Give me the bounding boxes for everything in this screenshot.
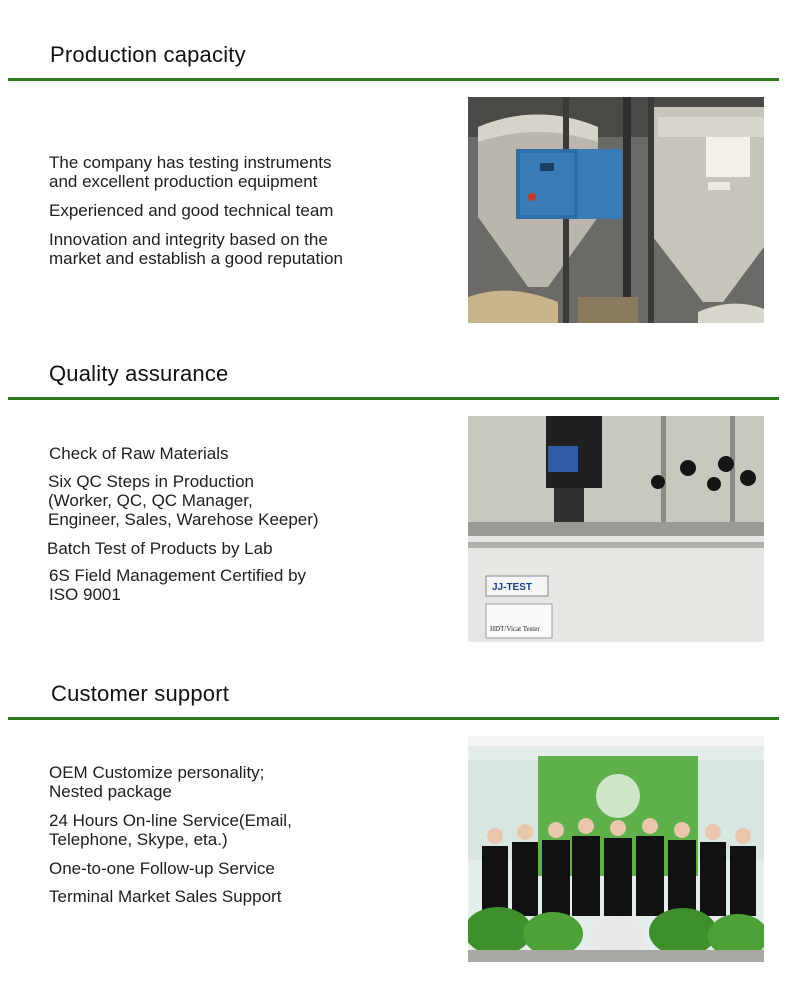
section-quality-assurance <box>0 319 790 639</box>
divider <box>8 717 779 720</box>
brand-label: JJ-TEST <box>492 582 533 593</box>
section-title: Production capacity <box>50 42 246 67</box>
text-block <box>49 153 429 278</box>
divider <box>8 78 779 81</box>
section-title: Quality assurance <box>49 361 229 386</box>
tester-label: HDT/Vicat Tester <box>490 625 540 633</box>
paragraph: One-to-one Follow-up Service <box>49 859 275 878</box>
production-equipment-photo <box>468 97 764 323</box>
paragraph: Innovation and integrity based on the market and establish a good reputation <box>49 230 343 268</box>
section-title: Customer support <box>51 681 230 706</box>
section-customer-support <box>0 639 790 959</box>
paragraph: Terminal Market Sales Support <box>49 887 282 906</box>
paragraph: Experienced and good technical team <box>49 201 334 220</box>
paragraph: Batch Test of Products by Lab <box>47 539 273 558</box>
paragraph: Check of Raw Materials <box>49 444 229 463</box>
text-block <box>49 763 429 916</box>
section-production-capacity <box>0 0 790 320</box>
paragraph: The company has testing instruments and excellent production equipment <box>49 153 332 191</box>
text-block <box>49 444 429 614</box>
paragraph: Six QC Steps in Production (Worker, QC, QC Manager, Engineer, Sales, Warehose Keeper) <box>48 472 319 529</box>
hdt-vicat-tester-photo <box>468 416 764 642</box>
paragraph: 24 Hours On-line Service(Email, Telephone, Skype, eta.) <box>49 811 292 849</box>
divider <box>8 397 779 400</box>
paragraph: 6S Field Management Certified by ISO 9001 <box>49 566 307 604</box>
customer-service-team-photo <box>468 736 764 962</box>
paragraph: OEM Customize personality; Nested package <box>49 763 265 801</box>
